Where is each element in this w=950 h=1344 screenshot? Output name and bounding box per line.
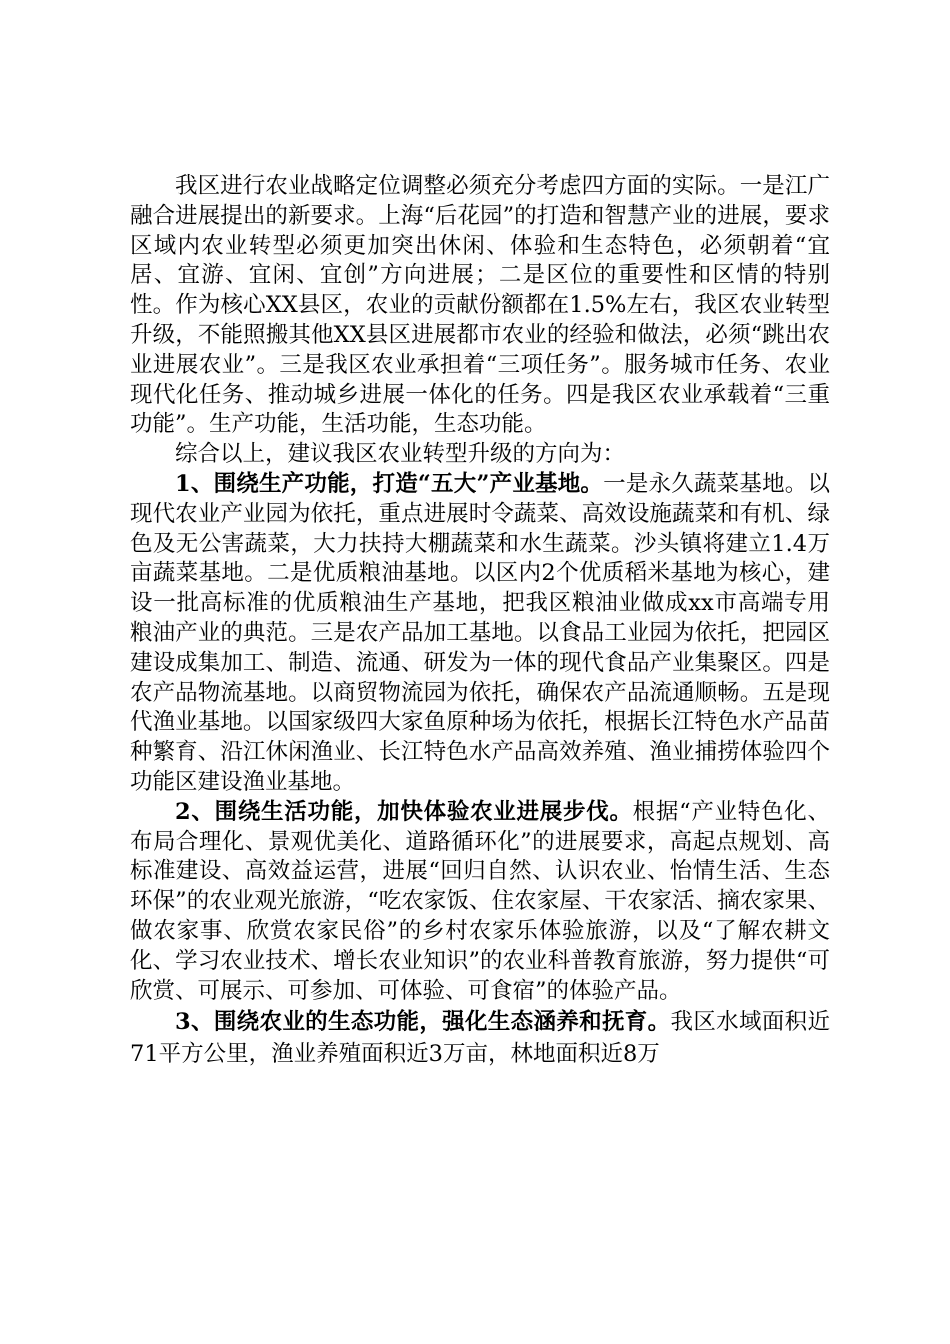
paragraph-2 (130, 440, 830, 470)
paragraph-1 (130, 172, 830, 440)
paragraph-1-body: 我区进行农业战略定位调整必须充分考虑四方面的实际。一是江广融合进展提出的新要求。上海“后花园”的打造和智慧产业的进展，要求区域内农业转型必须更加突出休闲、体验和生态特色，必须朝着“宜居、宜游、宜闲、宜创”方向进展；二是区位的重要性和区情的特别性。作为核心XX县区，农业的贡献份额都在1.5%左右，我区农业转型升级，不能照搬其他XX县区进展都市农业的经验和做法，必须“跳出农业进展农业”。三是我区农业承担着“三项任务”。服务城市任务、农业现代化任务、推动城乡进展一体化的任务。四是我区农业承载着“三重功能”。生产功能，生活功能，生态功能。 (130, 173, 830, 438)
paragraph-5 (130, 1006, 830, 1070)
paragraph-2-body: 综合以上，建议我区农业转型升级的方向为： (175, 441, 626, 468)
document-page (130, 172, 830, 1070)
paragraph-4 (130, 798, 830, 1007)
paragraph-5-heading: 3、围绕农业的生态功能，强化生态涵养和抚育。 (175, 1009, 671, 1036)
paragraph-4-body: 根据“产业特色化、布局合理化、景观优美化、道路循环化”的进展要求，高起点规划、高标准建设、高效益运营，进展“回归自然、认识农业、怡情生活、生态环保”的农业观光旅游，“吃农家饭、住农家屋、干农家活、摘农家果、做农家事、欣赏农家民俗”的乡村农家乐体验旅游，以及“了解农耕文化、学习农业技术、增长农业知识”的农业科普教育旅游，努力提供“可欣赏、可展示、可参加、可体验、可食宿”的体验产品。 (130, 798, 830, 1004)
paragraph-4-heading: 2、围绕生活功能，加快体验农业进展步伐。 (175, 798, 633, 825)
paragraph-3-body: 一是永久蔬菜基地。以现代农业产业园为依托，重点进展时令蔬菜、高效设施蔬菜和有机、绿色及无公害蔬菜，大力扶持大棚蔬菜和水生蔬菜。沙头镇将建立1.4万亩蔬菜基地。二是优质粮油基地。以区内2个优质稻米基地为核心，建设一批高标准的优质粮油生产基地，把我区粮油业做成xx市高端专用粮油产业的典范。三是农产品加工基地。以食品工业园为依托，把园区建设成集加工、制造、流通、研发为一体的现代食品产业集聚区。四是农产品物流基地。以商贸物流园为依托，确保农产品流通顺畅。五是现代渔业基地。以国家级四大家鱼原种场为依托，根据长江特色水产品苗种繁育、沿江休闲渔业、长江特色水产品高效养殖、渔业捕捞体验四个功能区建设渔业基地。 (130, 470, 830, 795)
paragraph-3 (130, 470, 830, 798)
paragraph-5-body: 我区水域面积近71平方公里，渔业养殖面积近3万亩，林地面积近8万 (130, 1009, 830, 1068)
paragraph-3-heading: 1、围绕生产功能，打造“五大”产业基地。 (175, 470, 604, 497)
